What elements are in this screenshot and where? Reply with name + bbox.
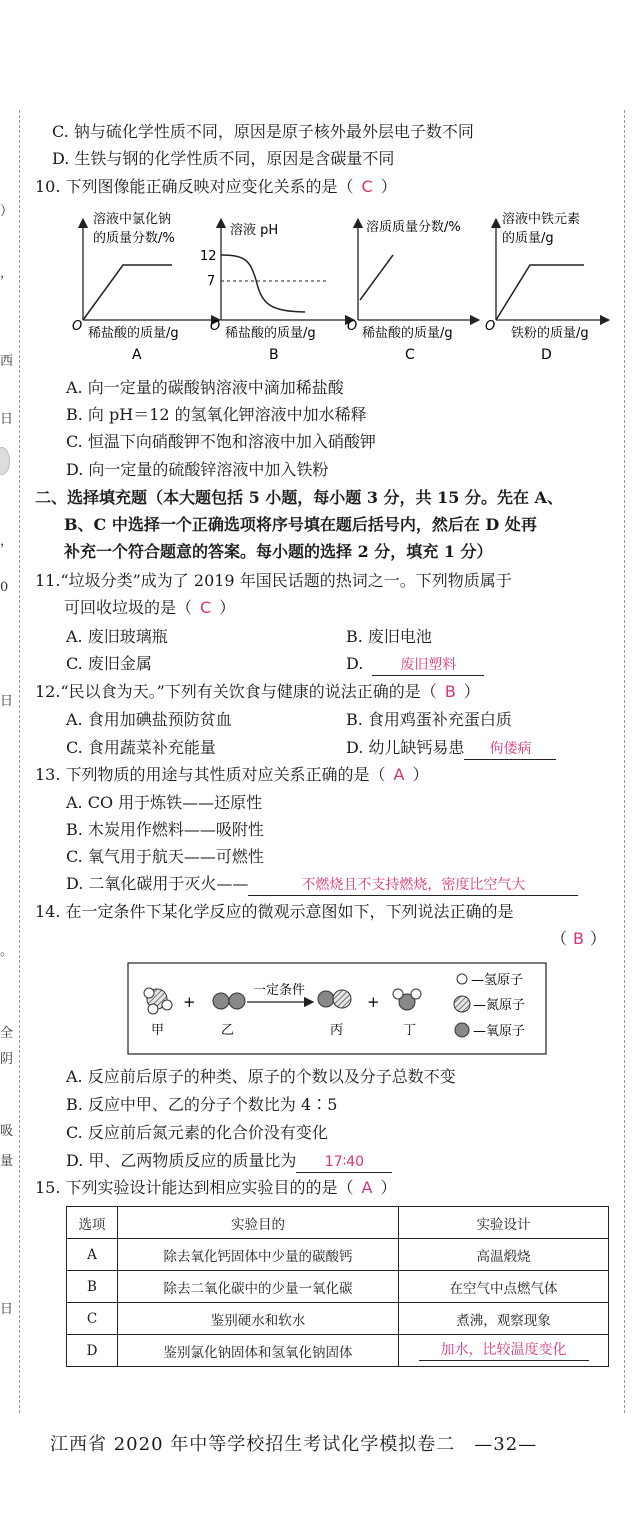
margin-char: 吸 [0, 1124, 14, 1139]
q10-stem [35, 176, 397, 198]
molecule-jia [144, 988, 172, 1014]
graph-b-tick7: 7 [207, 274, 216, 289]
q15-fill-answer: 加水，比较温度变化 [419, 1340, 589, 1361]
q14-reaction-diagram [127, 962, 547, 1056]
legend-hydrogen-icon [457, 974, 467, 984]
legend-hydrogen: —氢原子 [471, 973, 524, 988]
table-row [67, 1271, 609, 1303]
q10-option-c: C. 恒温下向硝酸钾不饱和溶液中加入硝酸钾 [66, 432, 376, 451]
margin-char: 0 [0, 580, 9, 595]
plus-1: + [183, 993, 196, 1011]
q11-fill-blank [372, 654, 484, 676]
q15-answer: A [361, 1178, 373, 1197]
label-ding: 丁 [403, 1023, 417, 1038]
q10-option-b: B. 向 pH＝12 的氢氧化钾溶液中加水稀释 [66, 405, 367, 424]
graph-a-ylabel: 的质量分数/% [93, 231, 175, 246]
q14-answer-bracket [551, 928, 606, 950]
margin-char: 日 [0, 694, 14, 709]
q13-answer: A [393, 765, 405, 784]
table-cell: B [67, 1271, 118, 1303]
margin-char: 全 [0, 1026, 14, 1041]
legend-oxygen-icon [455, 1023, 469, 1037]
q15-close: ） [380, 1178, 397, 1197]
q12-fill-answer: 佝偻病 [489, 741, 532, 757]
table-cell: 除去二氧化碳中的少量一氧化碳 [118, 1271, 399, 1303]
q9-option-d: D. 生铁与钢的化学性质不同，原因是含碳量不同 [52, 149, 395, 168]
q11-stem-2 [64, 597, 235, 619]
q13-stem-text: 13. 下列物质的用途与其性质对应关系正确的是（ [35, 765, 386, 784]
q13-option-c: C. 氧气用于航天——可燃性 [66, 847, 264, 866]
q14-option-d [66, 1150, 392, 1173]
graph-d-xlabel: 铁粉的质量/g [511, 326, 589, 341]
q10-stem-text: 10. 下列图像能正确反映对应变化关系的是（ [35, 177, 354, 196]
graph-c [347, 219, 475, 363]
q13-stem [35, 764, 429, 786]
q12-answer: B [444, 682, 456, 701]
q11-stem: 11.“垃圾分类”成为了 2019 年国民话题的热词之一。下列物质属于 [35, 571, 512, 590]
q11-fill-answer: 废旧塑料 [400, 657, 457, 673]
table-cell: 除去氧化钙固体中少量的碳酸钙 [118, 1239, 399, 1271]
margin-char: 日 [0, 412, 14, 427]
section2-heading-2: B、C 中选择一个正确选项将序号填在题后括号内，然后在 D 处再 [64, 515, 537, 534]
q14-stem: 14. 在一定条件下某化学反应的微观示意图如下，下列说法正确的是 [35, 902, 514, 921]
table-cell [399, 1335, 609, 1367]
q12-stem-text: 12.“民以食为天。”下列有关饮食与健康的说法正确的是（ [35, 682, 437, 701]
q13-option-d [66, 873, 578, 896]
q13-close: ） [412, 765, 429, 784]
graph-b [200, 222, 350, 363]
plus-2: + [367, 993, 380, 1011]
graph-b-ylabel: 溶液 pH [230, 223, 279, 238]
q12-option-b: B. 食用鸡蛋补充蛋白质 [346, 710, 512, 729]
graph-c-xlabel: 稀盐酸的质量/g [362, 326, 453, 341]
q13-option-a: A. CO 用于炼铁——还原性 [66, 793, 263, 812]
table-header-row [67, 1207, 609, 1239]
q13-fill-blank [248, 874, 578, 896]
molecule-ding [393, 989, 421, 1010]
q12-option-c: C. 食用蔬菜补充能量 [66, 738, 216, 757]
table-cell: 鉴别硬水和软水 [118, 1303, 399, 1335]
q12-option-d [346, 737, 556, 760]
graph-a-ylabel: 溶液中氯化钠 [93, 212, 172, 227]
q14-option-a: A. 反应前后原子的种类、原子的个数以及分子总数不变 [66, 1067, 456, 1086]
graph-c-origin: O [347, 319, 358, 334]
margin-char: 日 [0, 1302, 14, 1317]
q14-option-c: C. 反应前后氮元素的化合价没有变化 [66, 1123, 328, 1142]
table-header: 实验目的 [118, 1207, 399, 1239]
q14-fill-answer: 17∶40 [324, 1154, 365, 1170]
q13-fill-answer: 不燃烧且不支持燃烧，密度比空气大 [301, 877, 526, 893]
q11-option-d [346, 653, 484, 676]
margin-char: 。 [0, 944, 14, 959]
graph-a-caption: A [132, 347, 142, 363]
table-cell: 鉴别氯化钠固体和氢氧化钠固体 [118, 1335, 399, 1367]
table-row [67, 1303, 609, 1335]
label-bing: 丙 [330, 1023, 344, 1038]
legend-nitrogen-icon [454, 996, 470, 1012]
graph-b-tick12: 12 [200, 249, 217, 264]
q10-answer: C [361, 177, 373, 196]
reaction-condition: 一定条件 [253, 983, 306, 998]
table-cell: 煮沸，观察现象 [399, 1303, 609, 1335]
q13-option-d-label: D. 二氧化碳用于灭火—— [66, 874, 249, 893]
graph-c-ylabel: 溶质质量分数/% [366, 220, 461, 235]
q11-option-b: B. 废旧电池 [346, 627, 432, 646]
q15-stem [35, 1177, 397, 1199]
q11-answer: C [200, 598, 212, 617]
legend-nitrogen: —氮原子 [473, 998, 526, 1013]
margin-char: ， [0, 534, 14, 549]
table-header: 选项 [67, 1207, 118, 1239]
q15-table [66, 1206, 609, 1367]
q10-option-a: A. 向一定量的碳酸钠溶液中滴加稀盐酸 [66, 378, 344, 397]
q12-fill-blank [464, 738, 556, 760]
table-row [67, 1335, 609, 1367]
graph-a-curve [83, 265, 172, 320]
table-cell: A [67, 1239, 118, 1271]
q14-fill-blank [296, 1151, 392, 1173]
q13-option-b: B. 木炭用作燃料——吸附性 [66, 820, 264, 839]
q10-graphs [60, 205, 620, 365]
q11-close: ） [219, 598, 236, 617]
section2-heading: 二、选择填充题（本大题包括 5 小题，每小题 3 分，共 15 分。先在 A、 [35, 488, 563, 507]
q14-option-d-label: D. 甲、乙两物质反应的质量比为 [66, 1151, 297, 1170]
table-cell: 在空气中点燃气体 [399, 1271, 609, 1303]
q12-close: ） [463, 682, 480, 701]
q11-option-d-label: D. [346, 654, 364, 673]
margin-char: 阴 [0, 1052, 14, 1067]
q14-open: （ [551, 929, 568, 948]
graph-a [72, 211, 216, 363]
table-header: 实验设计 [399, 1207, 609, 1239]
graph-c-curve [360, 255, 393, 300]
graph-d-origin: O [485, 319, 496, 334]
q12-option-a: A. 食用加碘盐预防贫血 [66, 710, 232, 729]
q10-option-d: D. 向一定量的硫酸锌溶液中加入铁粉 [66, 460, 329, 479]
q12-option-d-label: D. 幼儿缺钙易患 [346, 738, 465, 757]
margin-char: ） [0, 204, 14, 219]
q10-close: ） [380, 177, 397, 196]
q14-option-b: B. 反应中甲、乙的分子个数比为 4∶5 [66, 1095, 338, 1114]
table-cell: C [67, 1303, 118, 1335]
q11-option-a: A. 废旧玻璃瓶 [66, 627, 168, 646]
margin-char: 西 [0, 354, 14, 369]
graph-d-caption: D [541, 347, 552, 363]
margin-char: 量 [0, 1154, 14, 1169]
page-footer: 江西省 2020 年中等学校招生考试化学模拟卷二 —32— [50, 1434, 538, 1455]
label-yi: 乙 [221, 1023, 235, 1038]
graph-c-caption: C [405, 347, 415, 363]
graph-b-xlabel: 稀盐酸的质量/g [225, 326, 316, 341]
q12-stem [35, 681, 480, 703]
graph-d-curve [496, 265, 584, 320]
table-cell: D [67, 1335, 118, 1367]
binding-hole [0, 447, 10, 475]
label-jia: 甲 [151, 1023, 165, 1038]
left-binding-line [19, 110, 20, 1413]
q11-stem-text: 可回收垃圾的是（ [64, 598, 193, 617]
section2-heading-3: 补充一个符合题意的答案。每小题的选择 2 分，填充 1 分） [64, 542, 493, 561]
graph-b-caption: B [269, 347, 279, 363]
graph-a-origin: O [72, 319, 83, 334]
q14-answer: B [573, 929, 584, 948]
graph-d-ylabel: 溶液中铁元素 [502, 212, 581, 227]
molecule-yi [213, 993, 245, 1009]
q11-option-c: C. 废旧金属 [66, 654, 152, 673]
right-binding-line [624, 110, 625, 1413]
q9-option-c: C. 钠与硫化学性质不同，原因是原子核外最外层电子数不同 [52, 122, 474, 141]
table-row [67, 1239, 609, 1271]
graph-d-ylabel: 的质量/g [502, 231, 554, 246]
margin-char: ， [0, 266, 14, 281]
graph-a-xlabel: 稀盐酸的质量/g [88, 326, 179, 341]
q15-stem-text: 15. 下列实验设计能达到相应实验目的的是（ [35, 1178, 354, 1197]
legend-oxygen: —氧原子 [473, 1024, 526, 1039]
molecule-bing [318, 990, 351, 1008]
graph-b-origin: O [210, 319, 221, 334]
graph-d [485, 211, 605, 363]
graph-b-curve [221, 255, 305, 312]
table-cell: 高温煅烧 [399, 1239, 609, 1271]
q14-close: ） [590, 929, 607, 948]
